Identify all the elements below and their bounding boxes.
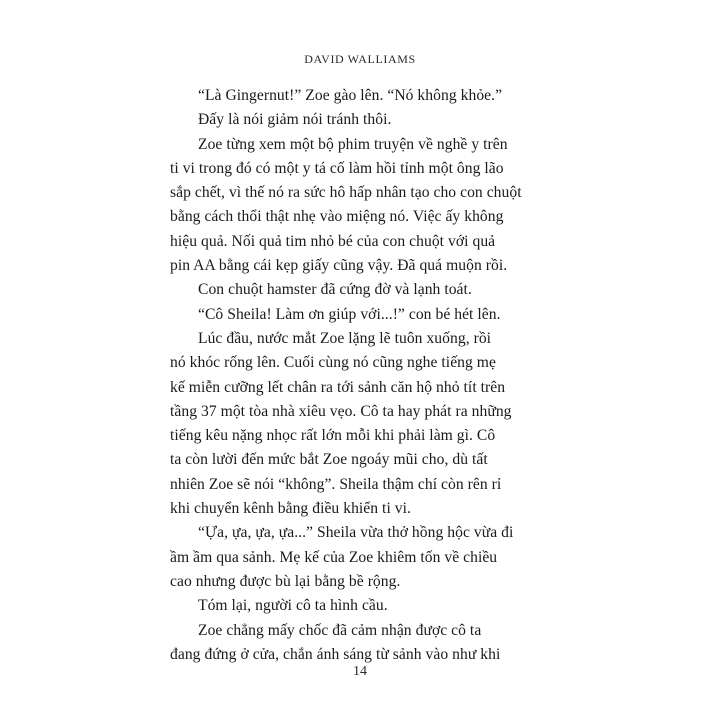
text-line: cao nhưng được bù lại bằng bề rộng. <box>170 572 401 590</box>
text-line: Đấy là nói giảm nói tránh thôi. <box>198 111 392 129</box>
running-header: DAVID WALLIAMS <box>304 52 416 66</box>
text-line: nhiên Zoe sẽ nói “không”. Sheila thậm chí còn rên rỉ <box>170 475 502 493</box>
text-line: Zoe từng xem một bộ phim truyện về nghề y trên <box>198 135 508 153</box>
text-line: hiệu quả. Nối quả tim nhỏ bé của con chuột với quả <box>170 232 496 250</box>
text-line: Zoe chẳng mấy chốc đã cảm nhận được cô ta <box>198 621 482 639</box>
text-line: tầng 37 một tòa nhà xiêu vẹo. Cô ta hay phát ra những <box>170 402 512 420</box>
text-line: kế miễn cưỡng lết chân ra tới sảnh căn hộ nhỏ tít trên <box>170 378 506 396</box>
page-number: 14 <box>353 664 367 679</box>
text-line: ti vi trong đó có một y tá cố làm hồi tỉnh một ông lão <box>170 159 504 177</box>
body-text <box>170 84 560 667</box>
text-line: “Cô Sheila! Làm ơn giúp với...!” con bé hét lên. <box>198 305 501 323</box>
text-line: ầm ầm qua sảnh. Mẹ kế của Zoe khiêm tốn về chiều <box>170 548 498 566</box>
text-line: tiếng kêu nặng nhọc rất lớn mỗi khi phải làm gì. Cô <box>170 427 496 445</box>
text-line: khi chuyển kênh bằng điều khiển ti vi. <box>170 500 411 518</box>
text-line: nó khóc rống lên. Cuối cùng nó cũng nghe tiếng mẹ <box>170 354 496 372</box>
text-line: Con chuột hamster đã cứng đờ và lạnh toát. <box>198 281 472 299</box>
text-line: Lúc đầu, nước mắt Zoe lặng lẽ tuôn xuống, rồi <box>198 329 492 347</box>
text-line: đang đứng ở cửa, chắn ánh sáng từ sảnh vào như khi <box>170 645 501 663</box>
text-line: bằng cách thổi thật nhẹ vào miệng nó. Việc ấy không <box>170 208 504 226</box>
text-line: Tóm lại, người cô ta hình cầu. <box>198 597 388 615</box>
text-line: sắp chết, vì thế nó ra sức hô hấp nhân tạo cho con chuột <box>170 184 522 202</box>
text-line: ta còn lười đến mức bắt Zoe ngoáy mũi cho, dù tất <box>170 451 488 469</box>
text-line: “Ựa, ựa, ựa, ựa...” Sheila vừa thở hồng hộc vừa đi <box>198 524 514 542</box>
text-line: “Là Gingernut!” Zoe gào lên. “Nó không khỏe.” <box>198 87 503 104</box>
text-line: pin AA bằng cái kẹp giấy cũng vậy. Đã quá muộn rồi. <box>170 257 508 275</box>
